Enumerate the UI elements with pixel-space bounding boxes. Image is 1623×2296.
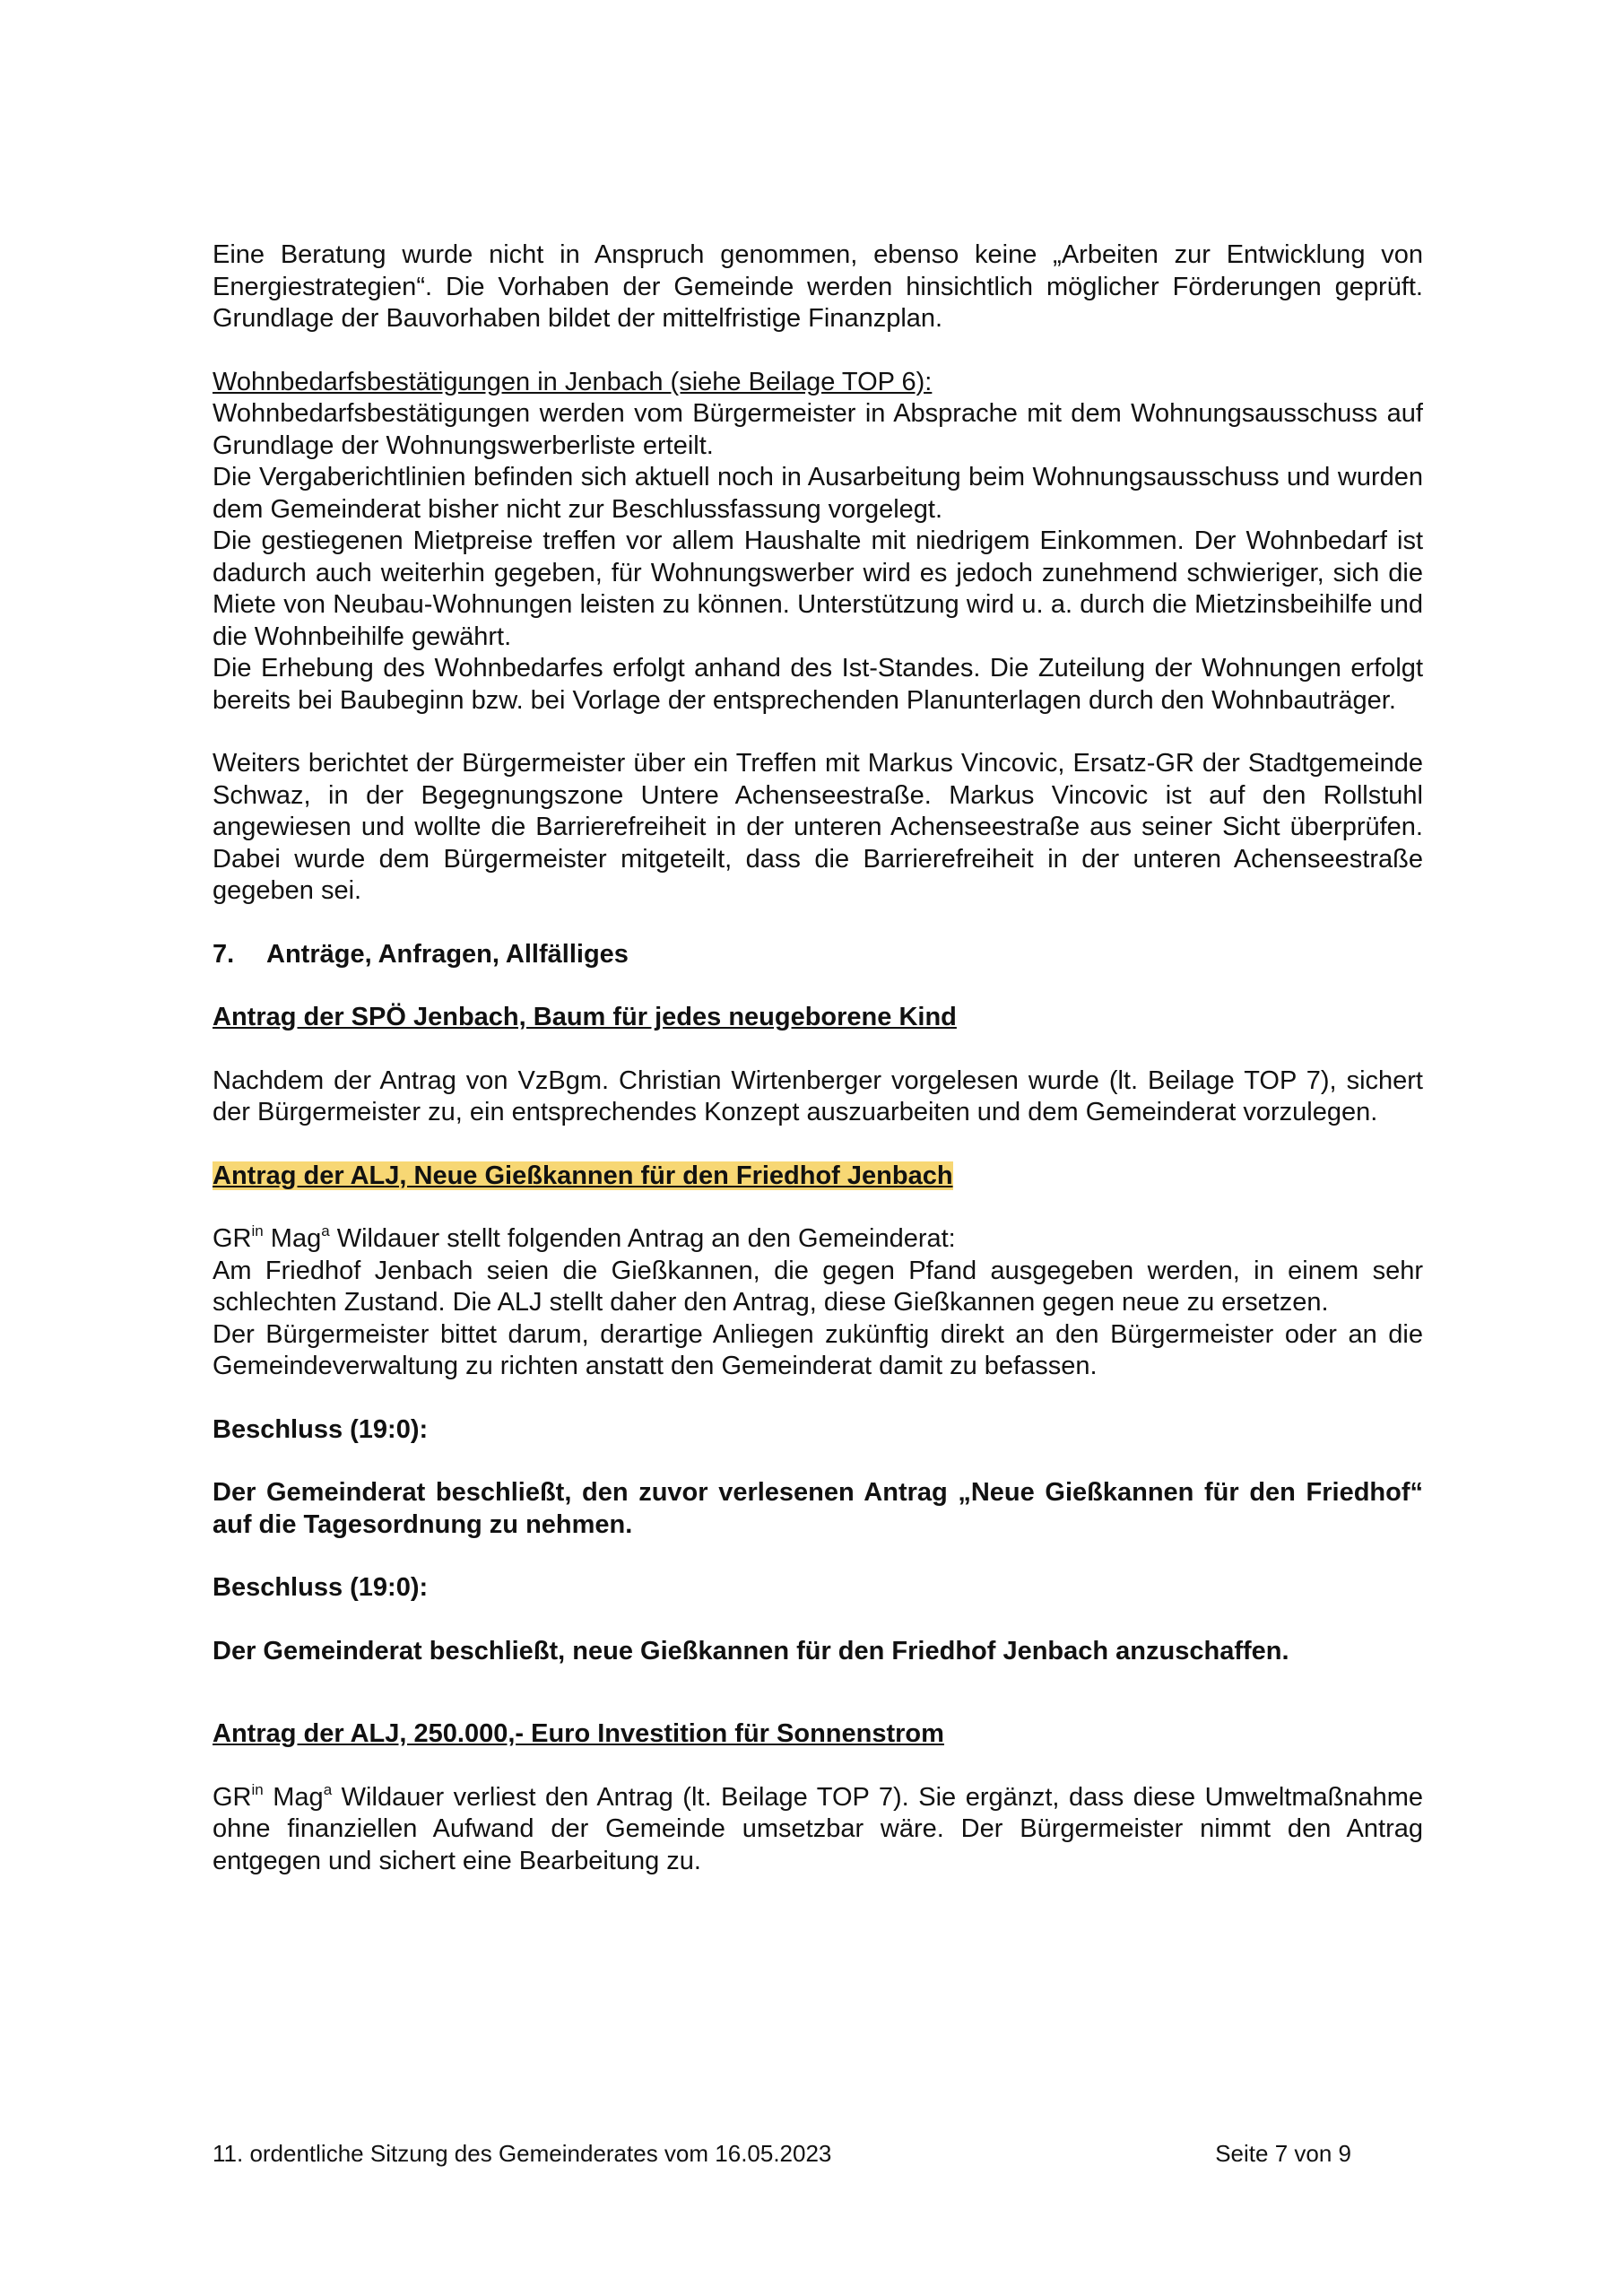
spacer: [213, 717, 1423, 748]
document-body: [213, 239, 1423, 1877]
alj1-intro: [213, 1223, 1423, 1256]
section-title: Anträge, Anfragen, Allfälliges: [266, 939, 629, 969]
spacer: [213, 1034, 1423, 1065]
alj1-intro-text: Wildauer stellt folgenden Antrag an den Gemeinderat:: [329, 1224, 956, 1253]
wohnbedarf-paragraph-2: Die Vergaberichtlinien befinden sich aktuell noch in Ausarbeitung beim Wohnungsausschuss und wurden dem Gemeinderat bisher nicht zur Beschlussfassung vorgelegt.: [213, 463, 1423, 524]
footer-page-number: Seite 7 von 9: [1215, 2140, 1351, 2167]
antrag-spoe-paragraph: Nachdem der Antrag von VzBgm. Christian Wirtenberger vorgelesen wurde (lt. Beilage TOP 7), sichert der Bürgermeister zu, ein entsprechendes Konzept auszuarbeiten und dem Gemeinderat vorzulegen.: [213, 1065, 1423, 1126]
section-7-heading: [213, 939, 1423, 971]
alj2-text: Wildauer verliest den Antrag (lt. Beilage TOP 7). Sie ergänzt, dass diese Umweltmaßnahme ohne finanziellen Aufwand der Gemeinde umsetzbar wäre. Der Bürgermeister nimmt den Antrag entgegen und sichert eine Bearbeitung zu.: [213, 1782, 1423, 1875]
spacer: [213, 1383, 1423, 1414]
antrag-spoe-heading: Antrag der SPÖ Jenbach, Baum für jedes neugeborene Kind: [213, 1003, 957, 1031]
gr-abbrev: GR: [213, 1224, 252, 1253]
spacer: [213, 1446, 1423, 1477]
beschluss-1-text: Der Gemeinderat beschließt, den zuvor verlesenen Antrag „Neue Gießkannen für den Friedhof“ auf die Tagesordnung zu nehmen.: [213, 1478, 1423, 1539]
wohnbedarf-paragraph-3: Die gestiegenen Mietpreise treffen vor allem Haushalte mit niedrigem Einkommen. Der Wohnbedarf ist dadurch auch weiterhin gegeben, für Wohnungswerber wird es jedoch zunehmend schwieriger, sich die Miete von Neubau-Wohnungen leisten zu können. Unterstützung wird u. a. durch die Mietzinsbeihilfe und die Wohnbeihilfe gewährt.: [213, 526, 1423, 651]
wohnbedarf-heading: Wohnbedarfsbestätigungen in Jenbach (siehe Beilage TOP 6):: [213, 367, 933, 396]
spacer: [213, 335, 1423, 367]
gr-superscript: in: [251, 1780, 264, 1798]
mag-superscript: a: [323, 1780, 333, 1798]
alj2-paragraph: [213, 1782, 1423, 1878]
spacer: [213, 1751, 1423, 1782]
mag-abbrev: Mag: [270, 1224, 322, 1253]
beschluss-1-label: Beschluss (19:0):: [213, 1414, 429, 1444]
section-number: 7.: [213, 939, 235, 969]
mag-abbrev: Mag: [273, 1782, 324, 1812]
antrag-alj2-heading: Antrag der ALJ, 250.000,- Euro Investition für Sonnenstrom: [213, 1719, 944, 1748]
footer-meeting-info: 11. ordentliche Sitzung des Gemeinderates vom 16.05.2023: [213, 2140, 832, 2167]
beschluss-2-text: Der Gemeinderat beschließt, neue Gießkannen für den Friedhof Jenbach anzuschaffen.: [213, 1636, 1289, 1665]
gr-superscript: in: [251, 1222, 264, 1239]
spacer: [213, 1192, 1423, 1223]
spacer: [213, 1605, 1423, 1636]
wohnbedarf-paragraph-1: Wohnbedarfsbestätigungen werden vom Bürgermeister in Absprache mit dem Wohnungsausschuss auf Grundlage der Wohnungswerberliste erteilt.: [213, 399, 1423, 460]
spacer: [213, 1541, 1423, 1572]
paragraph-vincovic: Weiters berichtet der Bürgermeister über ein Treffen mit Markus Vincovic, Ersatz-GR der Stadtgemeinde Schwaz, in der Begegnungszone Untere Achenseestraße. Markus Vincovic ist auf den Rollstuhl angewiesen und wollte die Barrierefreiheit in der unteren Achenseestraße aus seiner Sicht überprüfen. Dabei wurde dem Bürgermeister mitgeteilt, dass die Barrierefreiheit in der unteren Achenseestraße gegeben sei.: [213, 749, 1423, 905]
mag-superscript: a: [321, 1222, 330, 1239]
gr-abbrev: GR: [213, 1782, 252, 1812]
page-footer: [213, 2140, 1351, 2168]
antrag-alj1-heading-line: [213, 1161, 1423, 1193]
spacer: [213, 1129, 1423, 1161]
spacer: [213, 908, 1423, 939]
spacer: [213, 1699, 1423, 1718]
wohnbedarf-paragraph-4: Die Erhebung des Wohnbedarfes erfolgt anhand des Ist-Standes. Die Zuteilung der Wohnungen erfolgt bereits bei Baubeginn bzw. bei Vorlage der entsprechenden Planunterlagen durch den Wohnbauträger.: [213, 654, 1423, 715]
alj1-paragraph-3: Der Bürgermeister bittet darum, derartige Anliegen zukünftig direkt an den Bürgermeister oder an die Gemeindeverwaltung zu richten anstatt den Gemeinderat damit zu befassen.: [213, 1319, 1423, 1380]
spacer: [213, 970, 1423, 1002]
paragraph-beratung: Eine Beratung wurde nicht in Anspruch genommen, ebenso keine „Arbeiten zur Entwicklung von Energiestrategien“. Die Vorhaben der Gemeinde werden hinsichtlich möglicher Förderungen geprüft. Grundlage der Bauvorhaben bildet der mittelfristige Finanzplan.: [213, 240, 1423, 333]
beschluss-2-label: Beschluss (19:0):: [213, 1573, 429, 1602]
alj1-paragraph-2: Am Friedhof Jenbach seien die Gießkannen, die gegen Pfand ausgegeben werden, in einem sehr schlechten Zustand. Die ALJ stellt daher den Antrag, diese Gießkannen gegen neue zu ersetzen.: [213, 1256, 1423, 1317]
spacer: [213, 1667, 1423, 1699]
antrag-alj1-heading: Antrag der ALJ, Neue Gießkannen für den Friedhof Jenbach: [213, 1161, 953, 1190]
